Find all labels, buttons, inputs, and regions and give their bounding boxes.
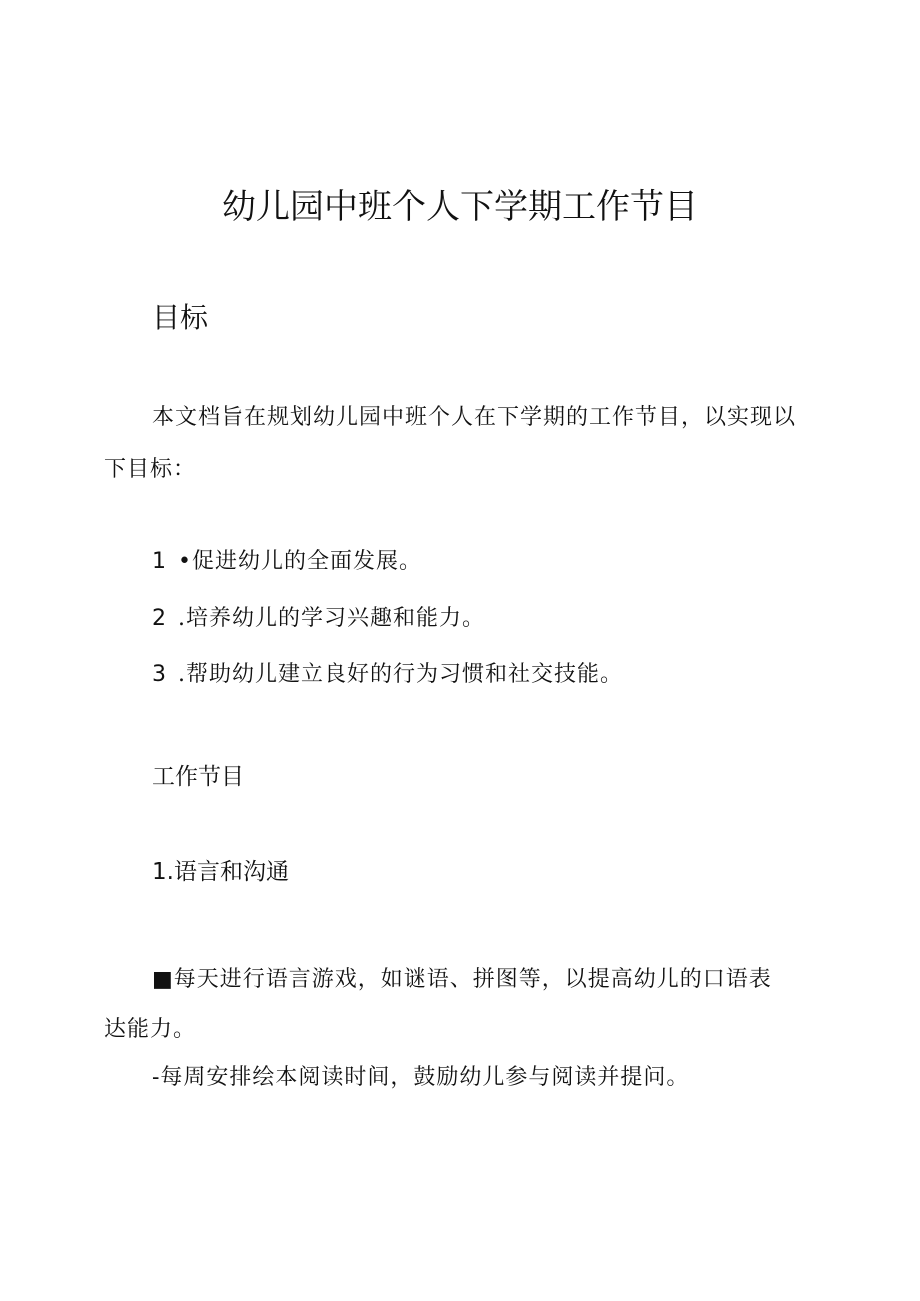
language-section-heading: 1.语言和沟通	[152, 859, 289, 885]
document-title: 幼儿园中班个人下学期工作节目	[222, 187, 698, 227]
goal-item-text: .培养幼儿的学习兴趣和能力。	[178, 606, 485, 631]
goal-item-number: 3	[152, 662, 167, 687]
goal-item-text: •促进幼儿的全面发展。	[178, 549, 422, 574]
goal-item-number: 1	[152, 549, 167, 574]
goal-item-text: .帮助幼儿建立良好的行为习惯和社交技能。	[178, 662, 623, 687]
language-activity-paragraph: ■每天进行语言游戏，如谜语、拼图等，以提高幼儿的口语表达能力。	[104, 967, 772, 1042]
goal-item	[152, 546, 422, 578]
goal-item	[152, 603, 485, 635]
goal-heading: 目标	[152, 301, 209, 334]
goal-intro-paragraph: 本文档旨在规划幼儿园中班个人在下学期的工作节目，以实现以下目标：	[104, 405, 797, 482]
work-plan-heading: 工作节目	[152, 764, 244, 790]
goal-item	[152, 659, 623, 691]
goal-item-number: 2	[152, 606, 167, 631]
reading-activity-paragraph: -每周安排绘本阅读时间，鼓励幼儿参与阅读并提问。	[152, 1065, 690, 1090]
